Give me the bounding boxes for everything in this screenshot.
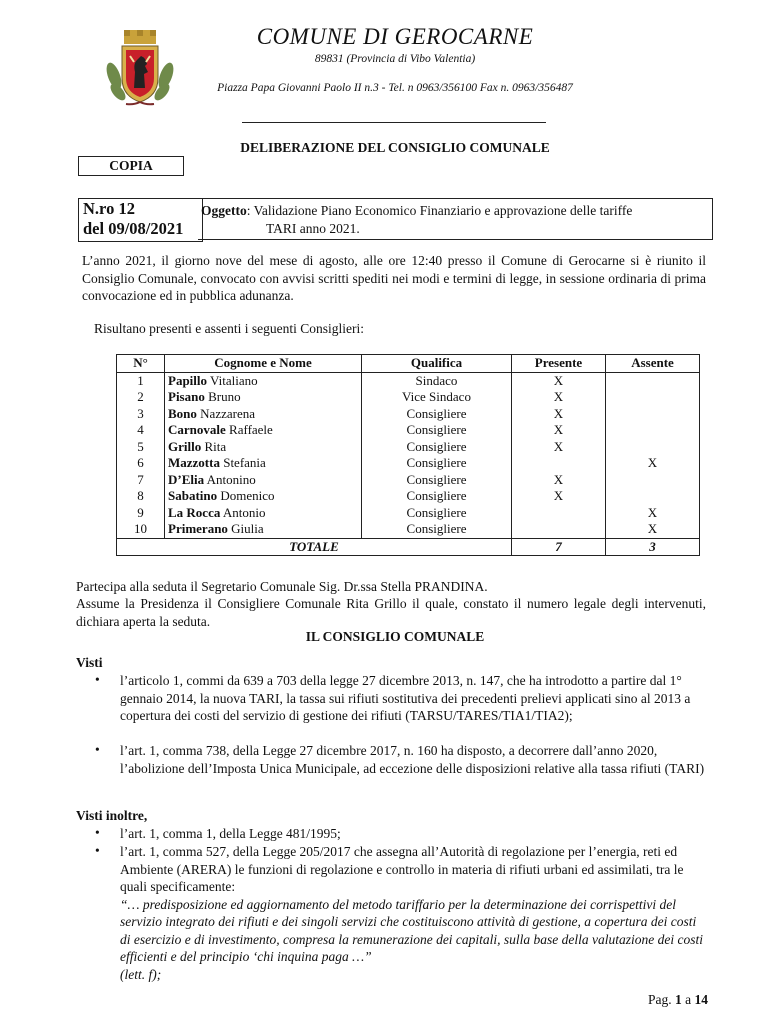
row-present: X (512, 472, 606, 489)
row-absent (606, 372, 700, 389)
page-number (648, 992, 708, 1008)
municipality-name: COMUNE DI GEROCARNE (256, 24, 534, 49)
visti-heading: Visti (76, 655, 103, 670)
col-header-role: Qualifica (362, 355, 512, 373)
councillors-table (116, 354, 700, 556)
visti-inoltre-item-1: l’art. 1, comma 1, della Legge 481/1995; (120, 826, 341, 841)
row-surname: Bono (168, 405, 197, 421)
col-header-name: Cognome e Nome (165, 355, 362, 373)
row-present (512, 521, 606, 538)
row-present (512, 455, 606, 472)
row-full-name (165, 372, 362, 389)
row-full-name (165, 472, 362, 489)
total-present: 7 (512, 538, 606, 556)
coat-of-arms-icon (104, 26, 176, 108)
table-total-row (117, 538, 700, 556)
row-firstname: Nazzarena (200, 405, 255, 421)
row-firstname: Rita (204, 438, 227, 454)
row-role: Consigliere (362, 439, 512, 456)
row-number: 9 (117, 505, 165, 522)
table-row (117, 472, 700, 489)
subject-label: Oggetto (201, 203, 247, 218)
row-surname: La Rocca (168, 504, 221, 520)
attendance-intro: Risultano presenti e assenti i seguenti Consiglieri: (94, 321, 364, 336)
bullet-icon: • (95, 672, 100, 687)
row-full-name (165, 406, 362, 423)
row-surname: Pisano (168, 389, 205, 405)
row-present (512, 505, 606, 522)
row-firstname: Giulia (231, 521, 264, 537)
bullet-icon: • (95, 843, 100, 858)
document-title: DELIBERAZIONE DEL CONSIGLIO COMUNALE (240, 140, 550, 155)
page-separator: a (681, 992, 695, 1007)
row-present: X (512, 488, 606, 505)
page-total: 14 (694, 992, 708, 1007)
row-firstname: Vitaliano (210, 372, 258, 388)
row-surname: Grillo (168, 438, 202, 454)
table-row (117, 521, 700, 538)
row-absent: X (606, 521, 700, 538)
municipality-cap-province: 89831 (Provincia di Vibo Valentia) (314, 53, 476, 65)
row-full-name (165, 505, 362, 522)
row-present: X (512, 389, 606, 406)
row-absent: X (606, 455, 700, 472)
visti-item-2: l’art. 1, comma 738, della Legge 27 dicembre 2017, n. 160 ha disposto, a decorrere dall’anno 2020, l’abolizione dell’Imposta Unica Municipale, ad eccezione delle disposizioni relative alla tassa rifiuti (TARI) (120, 743, 705, 776)
row-absent (606, 472, 700, 489)
row-present: X (512, 372, 606, 389)
row-role: Sindaco (362, 372, 512, 389)
deliberation-date: del 09/08/2021 (83, 219, 184, 238)
col-header-number: N° (117, 355, 165, 373)
bullet-icon: • (95, 742, 100, 757)
row-role: Consigliere (362, 505, 512, 522)
subject-text-line1: : Validazione Piano Economico Finanziario e approvazione delle tariffe (246, 203, 633, 218)
secretary-paragraph: Partecipa alla seduta il Segretario Comunale Sig. Dr.ssa Stella PRANDINA. (76, 579, 488, 594)
row-absent (606, 422, 700, 439)
subject-text-line2: TARI anno 2021. (266, 221, 360, 236)
row-number: 2 (117, 389, 165, 406)
row-number: 7 (117, 472, 165, 489)
row-full-name (165, 521, 362, 538)
row-surname: Papillo (168, 372, 208, 388)
col-header-absent: Assente (606, 355, 700, 373)
arera-quote-ref: (lett. f); (120, 966, 162, 982)
row-role: Consigliere (362, 406, 512, 423)
row-role: Consigliere (362, 472, 512, 489)
row-number: 1 (117, 372, 165, 389)
row-role: Consigliere (362, 488, 512, 505)
presidency-paragraph: Assume la Presidenza il Consigliere Comunale Rita Grillo il quale, constato il numero legale degli intervenuti, dichiara aperta la seduta. (76, 596, 706, 629)
visti-item-1: l’articolo 1, commi da 639 a 703 della legge 27 dicembre 2013, n. 147, che ha introdotto a partire dal 1° gennaio 2014, la nuova TARI, la tassa sui rifiuti sostitutiva dei precedenti prelievi applicati sino al 2013 a copertura dei costi del servizio di gestione dei rifiuti (TARSU/TARES/TIA1/TIA2); (120, 673, 691, 723)
row-number: 10 (117, 521, 165, 538)
total-label: TOTALE (117, 538, 512, 556)
table-row (117, 372, 700, 389)
table-row (117, 505, 700, 522)
row-number: 3 (117, 406, 165, 423)
row-firstname: Antonio (222, 504, 266, 520)
row-number: 5 (117, 439, 165, 456)
table-row (117, 389, 700, 406)
deliberation-number-box (78, 198, 203, 242)
row-surname: Primerano (168, 521, 228, 537)
row-full-name (165, 422, 362, 439)
row-present: X (512, 422, 606, 439)
row-role: Vice Sindaco (362, 389, 512, 406)
row-present: X (512, 439, 606, 456)
row-firstname: Antonino (206, 471, 256, 487)
row-full-name (165, 488, 362, 505)
table-row (117, 422, 700, 439)
row-absent (606, 488, 700, 505)
row-firstname: Domenico (220, 488, 275, 504)
visti-inoltre-item-2-text: l’art. 1, comma 527, della Legge 205/2017 che assegna all’Autorità di regolazione per l’energia, reti ed Ambiente (ARERA) le funzioni di regolazione e controllo in materia di rifiuti urbani ed assimilati, tra le quali specificamente: (120, 844, 684, 894)
row-absent (606, 389, 700, 406)
row-role: Consigliere (362, 455, 512, 472)
subject-box (198, 198, 713, 240)
municipality-address: Piazza Papa Giovanni Paolo II n.3 - Tel. n 0963/356100 Fax n. 0963/356487 (217, 82, 573, 94)
bullet-icon: • (95, 825, 100, 840)
row-present: X (512, 406, 606, 423)
row-number: 6 (117, 455, 165, 472)
col-header-present: Presente (512, 355, 606, 373)
row-full-name (165, 439, 362, 456)
page-current: 1 (675, 992, 682, 1007)
copia-box: COPIA (78, 156, 184, 176)
row-surname: Carnovale (168, 422, 226, 438)
table-row (117, 439, 700, 456)
row-firstname: Bruno (208, 389, 241, 405)
row-full-name (165, 389, 362, 406)
row-role: Consigliere (362, 521, 512, 538)
table-row (117, 406, 700, 423)
total-absent: 3 (606, 538, 700, 556)
row-number: 8 (117, 488, 165, 505)
row-surname: Mazzotta (168, 455, 220, 471)
row-firstname: Raffaele (229, 422, 273, 438)
row-surname: D’Elia (168, 471, 205, 487)
row-firstname: Stefania (223, 455, 266, 471)
visti-inoltre-item-2 (120, 843, 706, 983)
page-prefix: Pag. (648, 992, 675, 1007)
deliberation-number: N.ro 12 (83, 199, 135, 218)
intro-paragraph: L’anno 2021, il giorno nove del mese di agosto, alle ore 12:40 presso il Comune di Gerocarne si è riunito il Consiglio Comunale, convocato con avvisi scritti spediti nei modi e termini di legge, in sessione ordinaria di prima convocazione ed in pubblica adunanza. (82, 253, 706, 303)
row-absent (606, 439, 700, 456)
row-full-name (165, 455, 362, 472)
table-row (117, 455, 700, 472)
table-header-row (117, 355, 700, 373)
row-number: 4 (117, 422, 165, 439)
header-divider (242, 122, 546, 123)
row-absent: X (606, 505, 700, 522)
section-title: IL CONSIGLIO COMUNALE (305, 629, 485, 644)
row-absent (606, 406, 700, 423)
row-surname: Sabatino (168, 488, 218, 504)
visti-inoltre-heading: Visti inoltre, (76, 808, 148, 823)
row-role: Consigliere (362, 422, 512, 439)
arera-quote: “… predisposizione ed aggiornamento del metodo tariffario per la determinazione dei corrispettivi del servizio integrato dei rifiuti e dei singoli servizi che costituiscono attività di gestione, a copertura dei costi di esercizio e di investimento, compresa la remunerazione dei capitali, sulla base della valutazione dei costi efficienti e del principio ‘chi inquina paga …” (120, 896, 704, 964)
table-row (117, 488, 700, 505)
